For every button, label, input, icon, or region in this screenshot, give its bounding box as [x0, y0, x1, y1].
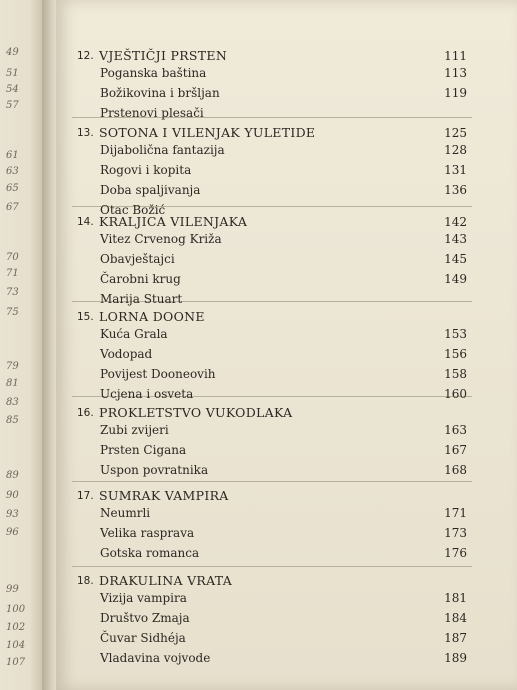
chapter-page-number: 125 [444, 126, 467, 140]
toc-entry [56, 183, 517, 203]
toc-entry [56, 66, 517, 86]
chapter-number: 18. [77, 575, 94, 587]
facing-page-number: 96 [6, 527, 19, 538]
entry-title: Društvo Zmaja [100, 611, 190, 625]
entry-page-number: 119 [444, 86, 467, 100]
facing-page-number: 85 [6, 415, 19, 426]
chapter-page-number: 111 [444, 49, 467, 63]
entry-page-number: 160 [444, 387, 467, 401]
facing-page-number: 71 [6, 268, 19, 279]
chapter-number: 15. [77, 311, 94, 323]
chapter-heading [56, 488, 517, 506]
toc-entry [56, 143, 517, 163]
chapter-heading [56, 214, 517, 232]
toc-entry [56, 631, 517, 651]
chapter-number: 14. [77, 216, 94, 228]
facing-page-number: 79 [6, 361, 19, 372]
toc-entry [56, 347, 517, 367]
entry-title: Velika rasprava [100, 526, 195, 540]
facing-page-number: 104 [6, 640, 26, 651]
toc-entry [56, 327, 517, 347]
toc-entry [56, 163, 517, 183]
chapter-title: SUMRAK VAMPIRA [99, 488, 229, 503]
toc-entry [56, 367, 517, 387]
facing-page-number: 70 [6, 252, 19, 263]
chapter-number: 12. [77, 50, 94, 62]
entry-page-number: 168 [444, 463, 467, 477]
toc-entry [56, 387, 517, 407]
chapter-title: PROKLETSTVO VUKODLAKA [99, 405, 293, 420]
entry-title: Neumrli [100, 506, 151, 520]
entry-title: Gotska romanca [100, 546, 200, 560]
entry-title: Ucjena i osveta [100, 387, 194, 401]
chapter-heading [56, 405, 517, 423]
facing-page-number: 89 [6, 470, 19, 481]
facing-page-number: 99 [6, 584, 19, 595]
entry-title: Vodopad [100, 347, 153, 361]
entry-title: Poganska baština [100, 66, 207, 80]
chapter-number: 13. [77, 127, 94, 139]
chapter-block [56, 48, 517, 126]
chapter-heading [56, 48, 517, 66]
facing-page-number: 63 [6, 166, 19, 177]
facing-page-number: 83 [6, 397, 19, 408]
entry-title: Prsten Cigana [100, 443, 187, 457]
toc-entry [56, 546, 517, 566]
chapter-title: VJEŠTIČJI PRSTEN [99, 48, 228, 63]
toc-entry [56, 651, 517, 671]
entry-title: Božikovina i bršljan [100, 86, 220, 100]
entry-page-number: 136 [444, 183, 467, 197]
facing-page-number: 75 [6, 307, 19, 318]
entry-page-number: 149 [444, 272, 467, 286]
toc-entry [56, 252, 517, 272]
entry-page-number: 153 [444, 327, 467, 341]
entry-title: Čarobni krug [100, 272, 181, 286]
entry-title: Obavještajci [100, 252, 175, 266]
chapter-number: 16. [77, 407, 94, 419]
facing-page-number: 81 [6, 378, 19, 389]
chapter-title: SOTONA I VILENJAK YULETIDE [99, 125, 316, 140]
entry-page-number: 187 [444, 631, 467, 645]
facing-page-number: 61 [6, 150, 19, 161]
facing-page-number: 73 [6, 287, 19, 298]
chapter-block [56, 125, 517, 223]
toc-entry [56, 86, 517, 106]
section-divider [72, 566, 472, 567]
facing-page-number: 67 [6, 202, 19, 213]
toc-entry [56, 611, 517, 631]
facing-page-number: 54 [6, 84, 19, 95]
chapter-heading [56, 573, 517, 591]
entry-page-number: 181 [444, 591, 467, 605]
entry-title: Prstenovi plesači [100, 106, 204, 120]
facing-page-number: 100 [6, 604, 26, 615]
entry-title: Zubi zvijeri [100, 423, 169, 437]
facing-page-number: 102 [6, 622, 26, 633]
entry-page-number: 167 [444, 443, 467, 457]
facing-page-number: 65 [6, 183, 19, 194]
toc-entry [56, 423, 517, 443]
chapter-block [56, 573, 517, 671]
chapter-block [56, 214, 517, 312]
facing-page-number: 93 [6, 509, 19, 520]
entry-title: Marija Stuart [100, 292, 183, 306]
entry-page-number: 158 [444, 367, 467, 381]
entry-page-number: 145 [444, 252, 467, 266]
entry-page-number: 176 [444, 546, 467, 560]
facing-page-number: 49 [6, 47, 19, 58]
entry-title: Čuvar Sidhéja [100, 631, 186, 645]
facing-page-number: 57 [6, 100, 19, 111]
entry-title: Otac Božić [100, 203, 166, 217]
toc-entry [56, 591, 517, 611]
entry-page-number: 131 [444, 163, 467, 177]
contents-page [56, 0, 517, 690]
facing-page-number: 51 [6, 68, 19, 79]
chapter-page-number: 142 [444, 215, 467, 229]
entry-page-number: 173 [444, 526, 467, 540]
chapter-block [56, 488, 517, 566]
entry-title: Vladavina vojvode [100, 651, 211, 665]
chapter-title: LORNA DOONE [99, 309, 205, 324]
toc-entry [56, 463, 517, 483]
entry-page-number: 128 [444, 143, 467, 157]
entry-page-number: 189 [444, 651, 467, 665]
entry-title: Uspon povratnika [100, 463, 209, 477]
toc-entry [56, 506, 517, 526]
toc-entry [56, 106, 517, 126]
entry-title: Doba spaljivanja [100, 183, 201, 197]
facing-page-number: 90 [6, 490, 19, 501]
chapter-block [56, 309, 517, 407]
chapter-number: 17. [77, 490, 94, 502]
chapter-block [56, 405, 517, 483]
toc-entry [56, 526, 517, 546]
entry-page-number: 171 [444, 506, 467, 520]
entry-title: Rogovi i kopita [100, 163, 192, 177]
entry-title: Dijabolična fantazija [100, 143, 225, 157]
chapter-title: KRALJICA VILENJAKA [99, 214, 248, 229]
chapter-heading [56, 125, 517, 143]
toc-entry [56, 443, 517, 463]
facing-page-edge [0, 0, 42, 690]
toc-entry [56, 272, 517, 292]
entry-page-number: 113 [444, 66, 467, 80]
entry-page-number: 156 [444, 347, 467, 361]
entry-title: Povijest Dooneovih [100, 367, 216, 381]
entry-title: Vizija vampira [100, 591, 187, 605]
chapter-heading [56, 309, 517, 327]
entry-page-number: 184 [444, 611, 467, 625]
entry-title: Vitez Crvenog Križa [100, 232, 222, 246]
entry-title: Kuća Grala [100, 327, 168, 341]
chapter-title: DRAKULINA VRATA [99, 573, 233, 588]
entry-page-number: 163 [444, 423, 467, 437]
entry-page-number: 143 [444, 232, 467, 246]
facing-page-number: 107 [6, 657, 26, 668]
toc-entry [56, 232, 517, 252]
